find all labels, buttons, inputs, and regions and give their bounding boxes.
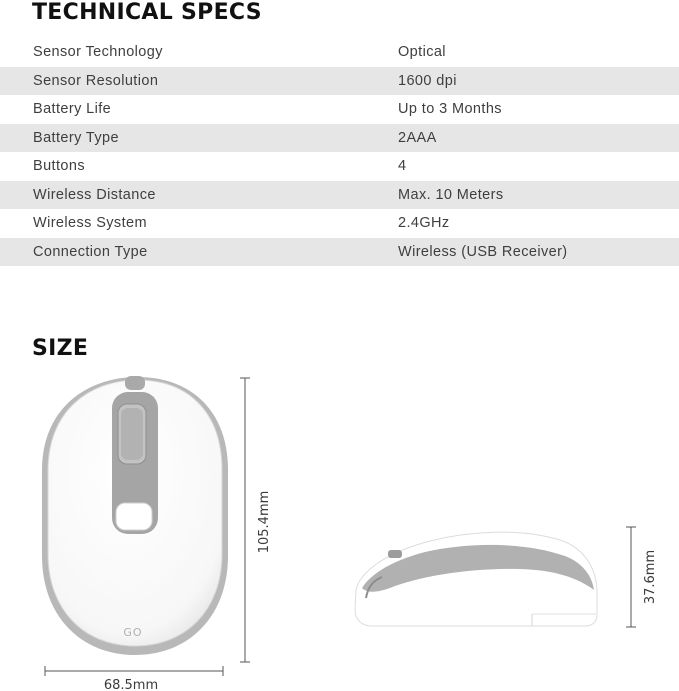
width-dimension xyxy=(45,666,223,691)
spec-value: 2.4GHz xyxy=(398,215,450,231)
spec-value: 4 xyxy=(398,158,407,174)
scroll-wheel-inner xyxy=(121,408,143,460)
width-label: 68.5mm xyxy=(103,678,159,691)
height-label: 37.6mm xyxy=(643,549,658,605)
spec-label: Battery Life xyxy=(33,101,112,117)
size-heading: SIZE xyxy=(32,336,89,361)
spec-label: Connection Type xyxy=(33,243,148,260)
height-dimension xyxy=(626,527,658,627)
spec-label: Sensor Technology xyxy=(33,44,163,60)
technical-specs-heading: TECHNICAL SPECS xyxy=(32,0,262,25)
spec-label: Battery Type xyxy=(33,129,119,146)
spec-value: Up to 3 Months xyxy=(398,101,502,117)
spec-value: Max. 10 Meters xyxy=(398,186,504,203)
mouse-top-notch xyxy=(125,376,145,390)
spec-label: Sensor Resolution xyxy=(33,72,159,89)
side-button-icon xyxy=(388,550,402,558)
spec-label: Buttons xyxy=(33,158,85,174)
spec-value: 1600 dpi xyxy=(398,72,457,89)
mouse-top-view xyxy=(42,376,228,655)
brand-logo-text: GO xyxy=(123,626,143,639)
spec-value: Optical xyxy=(398,44,446,60)
spec-value: Wireless (USB Receiver) xyxy=(398,243,568,260)
length-label: 105.4mm xyxy=(257,490,272,554)
dpi-button-icon xyxy=(116,503,152,530)
length-dimension xyxy=(240,378,272,662)
spec-label: Wireless System xyxy=(33,215,147,231)
mouse-side-view xyxy=(355,532,597,626)
spec-label: Wireless Distance xyxy=(33,186,156,203)
spec-value: 2AAA xyxy=(398,129,437,146)
